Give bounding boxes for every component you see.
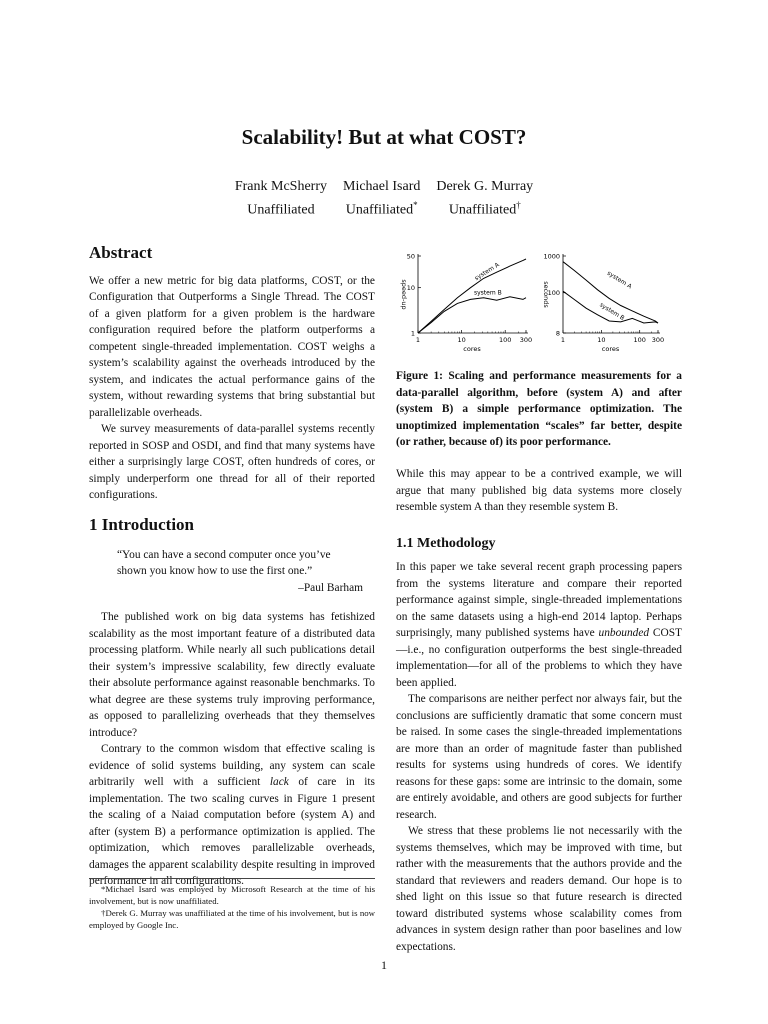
methodology-section — [396, 466, 682, 955]
footnote-1: *Michael Isard was employed by Microsoft Research at the time of his involvement, but is now unaffiliated. — [89, 884, 375, 906]
methodology-heading: 1.1 Methodology — [396, 535, 496, 551]
y-tick-label: 8 — [555, 329, 560, 338]
author-3 — [436, 177, 533, 220]
x-tick-label: 10 — [457, 336, 466, 344]
author-name: Derek G. Murray — [436, 179, 534, 194]
abstract-paragraph-2: We survey measurements of data-parallel systems recently reported in SOSP and OSDI, and find that many systems have either a surprisingly large COST, often hundreds of cores, or simply underperform one thread for all of their reported configurations. — [89, 423, 375, 501]
paper-title: Scalability! But at what COST? — [241, 125, 527, 149]
abstract-paragraph-1: We offer a new metric for big data platforms, COST, or the Configuration that Outperforms a Single Thread. The COST of a given platform for a given problem is the hardware configuration required before the platform outperforms a competent single-threaded implementation. COST weighs a system’s scalability against the overheads introduced by the system, and indicates the actual performance gains of the system, without rewarding systems that bring substantial but parallelizable overheads. — [89, 274, 375, 419]
intro-paragraph-2: Contrary to the common wisdom that effective scaling is evidence of solid systems building, any system can scale arbitrarily well with a sufficient lack of care in its implementation. The two scaling curves in Figure 1 present the scaling of a Naiad computation before (system A) and after (system B) a performance optimization is applied. The optimization, which removes parallelizable overheads, damages the apparent scalability despite resulting in improved performance in all configurations. — [89, 743, 375, 887]
abstract-section — [89, 245, 375, 504]
figure-caption-block — [396, 368, 682, 451]
series-label: system B — [598, 301, 626, 323]
introduction-heading: 1 Introduction — [89, 515, 195, 534]
series-line-system-a — [418, 259, 526, 333]
abstract-heading: Abstract — [89, 243, 153, 262]
x-tick-label: 100 — [633, 336, 646, 344]
y-tick-label: 1 — [410, 329, 415, 338]
x-axis-label: cores — [463, 345, 481, 353]
y-tick-label: 10 — [406, 283, 415, 292]
series-label: system A — [473, 261, 501, 283]
x-tick-label: 300 — [651, 336, 665, 344]
series-line-system-b — [418, 297, 526, 333]
x-tick-label: 300 — [519, 336, 533, 344]
methodology-paragraph-3: We stress that these problems lie not necessarily with the systems themselves, which may be improved with time, but rather with the measurements that the authors provide and the standard that reviewers and readers demand. Our hope is to shed light on this issue so that future research is directed toward distributed systems whose scalability comes from advances in system design rather than poor baselines and low expectations. — [396, 825, 682, 953]
introduction-section — [89, 517, 375, 890]
author-1 — [235, 177, 327, 220]
epigraph-attribution: –Paul Barham — [298, 581, 363, 594]
x-tick-label: 10 — [597, 336, 606, 344]
intro-paragraph-1: The published work on big data systems has fetishized scalability as the most important feature of a distributed data processing platform. While nearly all such publications detail their system’s impressive scalability, few directly evaluate their absolute performance against reasonable benchmarks. To what degree are these systems truly improving performance, as opposed to parallelizing overheads that they themselves introduce? — [89, 611, 375, 739]
figure-caption: Figure 1: Scaling and performance measurements for a data-parallel algorithm, before (system A) and after (system B) a simple performance optimization. The unoptimized implementation “scales” far better, despite (or rather, because of) its poor performance. — [396, 370, 682, 448]
author-block — [0, 177, 768, 220]
y-tick-label: 100 — [547, 289, 560, 298]
x-tick-label: 100 — [498, 336, 512, 344]
author-affiliation: Unaffiliated* — [345, 200, 418, 218]
footnotes — [89, 878, 375, 931]
x-tick-label: 1 — [560, 336, 566, 344]
x-axis-label: cores — [601, 345, 620, 353]
series-label: system B — [473, 289, 502, 297]
author-affiliation: Unaffiliated† — [448, 200, 521, 218]
methodology-paragraph-1: In this paper we take several recent graph processing papers from the systems literature and compare their reported performance against simple, single-threaded implementations on the same datasets using a high-end 2014 laptop. Perhaps surprisingly, many published systems have unbounded COST—i.e., no configuration outperforms the best single-threaded implementation—for all of the problems to which they have been applied. — [396, 561, 682, 689]
series-label: system A — [605, 269, 633, 291]
author-name: Frank McSherry — [234, 179, 327, 194]
methodology-paragraph-2: The comparisons are neither perfect nor always fair, but the conclusions are sufficiently dramatic that some concern must be raised. In some cases the single-threaded implementations are more than an order of magnitude faster than published results for systems using hundreds of cores. We identify reasons for these gaps: some are intrinsic to the domain, some are entirely avoidable, and others are good subjects for further research. — [396, 693, 682, 821]
author-name: Michael Isard — [343, 179, 421, 194]
bridge-paragraph: While this may appear to be a contrived example, we will argue that many published big data systems more closely resemble system A than they resemble system B. — [396, 468, 682, 513]
figure-1-charts — [392, 246, 682, 358]
epigraph-quote: “You can have a second computer once you’ve shown you know how to use the first one.” — [117, 548, 331, 577]
footnote-2: †Derek G. Murray was unaffiliated at the time of his involvement, but is now employed by Google Inc. — [89, 908, 375, 930]
author-2 — [343, 177, 420, 220]
page-number: 1 — [381, 958, 387, 972]
x-tick-label: 1 — [415, 336, 421, 344]
author-affiliation: Unaffiliated — [247, 202, 315, 218]
y-axis-label: speed-up — [400, 279, 408, 310]
y-axis-label: seconds — [542, 281, 550, 308]
y-tick-label: 50 — [406, 252, 415, 261]
y-tick-label: 1000 — [543, 252, 560, 261]
